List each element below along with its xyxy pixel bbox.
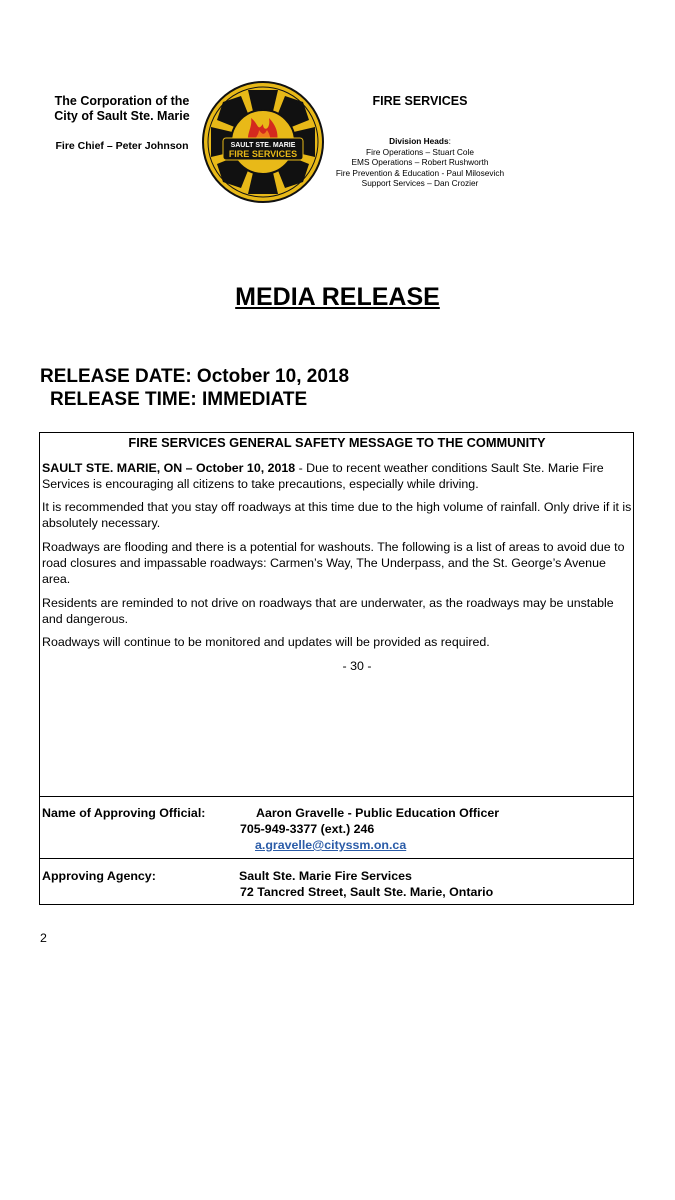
division-head-item: Fire Operations – Stuart Cole — [366, 146, 474, 157]
end-mark: - 30 - — [342, 659, 372, 673]
division-head-item: Fire Prevention & Education - Paul Milosevich — [335, 167, 505, 178]
org-line-1: The Corporation of the — [54, 94, 190, 108]
fire-chief: Fire Chief – Peter Johnson — [55, 140, 189, 152]
logo-text-top: SAULT STE. MARIE — [230, 142, 296, 149]
approving-official-label: Name of Approving Official: — [42, 806, 206, 820]
message-paragraph-1 — [42, 460, 632, 492]
release-time: RELEASE TIME: IMMEDIATE — [50, 389, 308, 410]
division-heads-label: Division Heads — [389, 136, 449, 146]
release-date: RELEASE DATE: October 10, 2018 — [40, 366, 350, 387]
message-paragraph-5: Roadways will continue to be monitored and updates will be provided as required. — [42, 635, 490, 649]
approving-agency-label: Approving Agency: — [42, 869, 156, 883]
approving-official-name: Aaron Gravelle - Public Education Officer — [256, 806, 500, 820]
fire-services-logo — [201, 80, 325, 204]
logo-text-bottom: FIRE SERVICES — [228, 149, 298, 159]
division-heads: Division Heads: Fire Operations – Stuart Cole EMS Operations – Robert Rushworth Fire Prevention & Education - Paul Milosevich Support Services – Dan Crozier — [320, 136, 520, 189]
division-head-item: Support Services – Dan Crozier — [361, 178, 479, 188]
approving-agency-address: 72 Tancred Street, Sault Ste. Marie, Ontario — [240, 885, 494, 899]
approving-agency-name: Sault Ste. Marie Fire Services — [239, 869, 412, 883]
organization-name — [30, 94, 214, 124]
paragraph-1-text: - Due to recent weather conditions Sault Ste. Marie Fire Services is encouraging all citizens to take precautions, especially while driving. — [42, 461, 604, 491]
approving-official-phone: 705-949-3377 (ext.) 246 — [240, 822, 375, 836]
org-line-2: City of Sault Ste. Marie — [54, 109, 190, 123]
message-paragraph-2: It is recommended that you stay off roadways at this time due to the high volume of rainfall. Only drive if it is absolutely necessary. — [42, 500, 632, 530]
divider — [39, 858, 634, 859]
message-paragraph-3: Roadways are flooding and there is a potential for washouts. The following is a list of areas to avoid due to road closures and impassable roadways: Carmen’s Way, The Underpass, and the St. George’s Avenue area. — [42, 540, 625, 586]
approving-official-email-link[interactable]: a.gravelle@cityssm.on.ca — [255, 838, 407, 852]
divider — [39, 796, 634, 797]
media-release-title: MEDIA RELEASE — [235, 283, 440, 311]
dateline: SAULT STE. MARIE, ON – October 10, 2018 — [42, 461, 296, 475]
message-paragraph-4: Residents are reminded to not drive on roadways that are underwater, as the roadways may be unstable and dangerous. — [42, 596, 614, 626]
page-number: 2 — [40, 931, 47, 945]
division-head-item: EMS Operations – Robert Rushworth — [351, 157, 489, 167]
department-title: FIRE SERVICES — [372, 94, 468, 108]
message-title: FIRE SERVICES GENERAL SAFETY MESSAGE TO THE COMMUNITY — [128, 435, 546, 450]
